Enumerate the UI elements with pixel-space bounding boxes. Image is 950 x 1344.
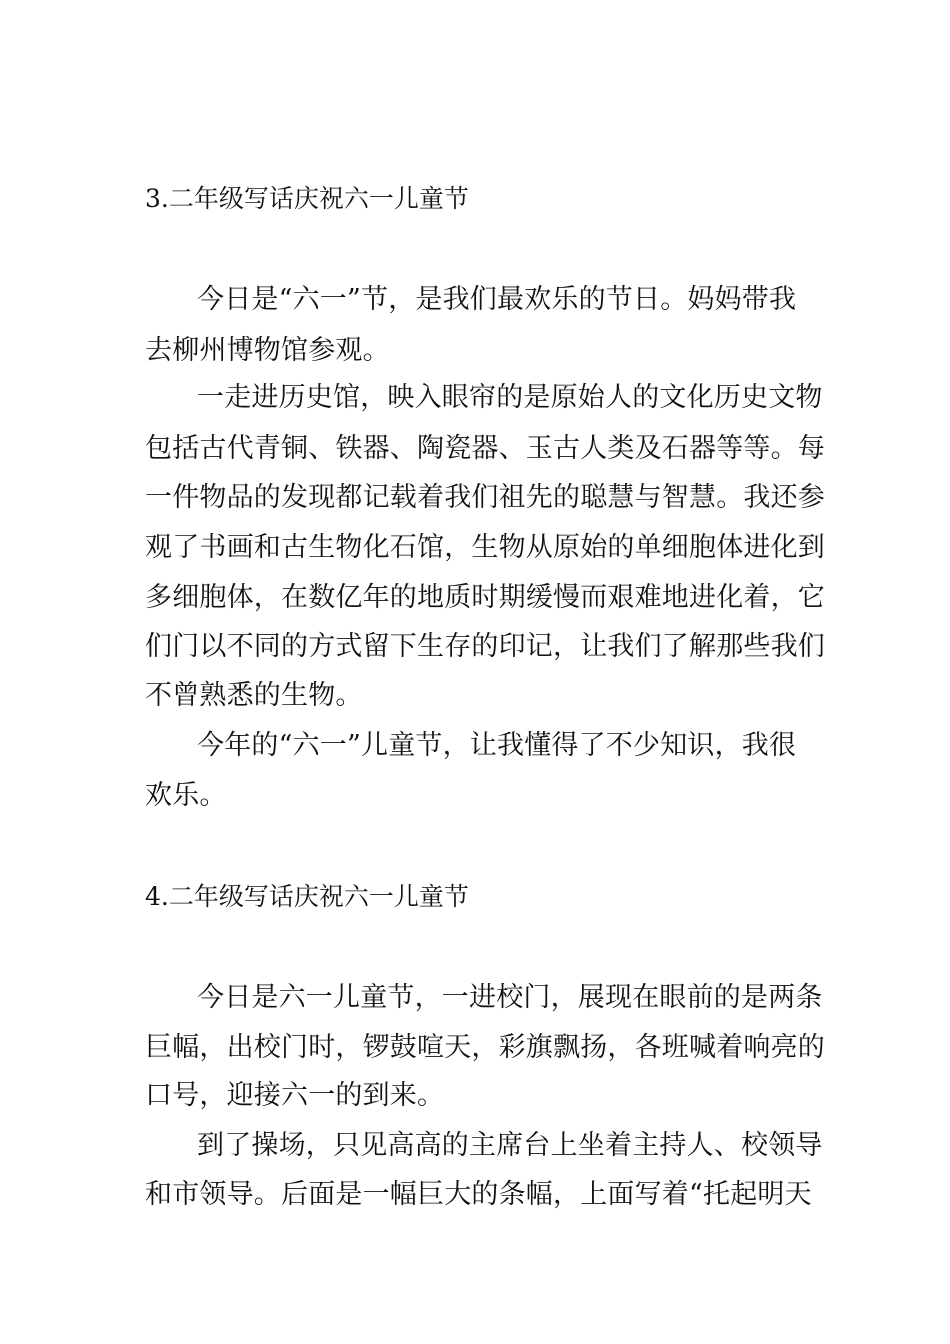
section-3-line-11: 欢乐。 xyxy=(145,780,227,811)
section-3-line-9: 不曾熟悉的生物。 xyxy=(145,680,363,711)
section-4-line-2: 巨幅，出校门时，锣鼓喧天，彩旗飘扬，各班喊着响亮的 xyxy=(145,1032,825,1063)
section-3-line-3: 一走进历史馆，映入眼帘的是原始人的文化历史文物 xyxy=(197,382,823,413)
section-3-line-7: 多细胞体，在数亿年的地质时期缓慢而艰难地进化着，它 xyxy=(145,582,825,613)
section-3-line-2: 去柳州博物馆参观。 xyxy=(145,335,390,366)
section-4-line-5: 和市领导。后面是一幅巨大的条幅，上面写着“托起明天 xyxy=(145,1179,812,1210)
section-3-line-4: 包括古代青铜、铁器、陶瓷器、玉古人类及石器等等。每 xyxy=(145,433,825,464)
section-3-line-10: 今年的“六一”儿童节，让我懂得了不少知识，我很 xyxy=(197,730,797,761)
section-3-line-6: 观了书画和古生物化石馆，生物从原始的单细胞体进化到 xyxy=(145,532,825,563)
section-4-heading: 4.二年级写话庆祝六一儿童节 xyxy=(145,882,469,911)
section-4-line-3: 口号，迎接六一的到来。 xyxy=(145,1080,445,1111)
section-4-line-4: 到了操场，只见高高的主席台上坐着主持人、校领导 xyxy=(197,1130,823,1161)
section-3-heading: 3.二年级写话庆祝六一儿童节 xyxy=(145,184,469,213)
section-3-line-8: 们门以不同的方式留下生存的印记，让我们了解那些我们 xyxy=(145,631,825,662)
section-4-line-1: 今日是六一儿童节，一进校门，展现在眼前的是两条 xyxy=(197,982,823,1013)
section-3-line-1: 今日是“六一”节，是我们最欢乐的节日。妈妈带我 xyxy=(197,284,797,315)
section-3-line-5: 一件物品的发现都记载着我们祖先的聪慧与智慧。我还参 xyxy=(145,482,825,513)
